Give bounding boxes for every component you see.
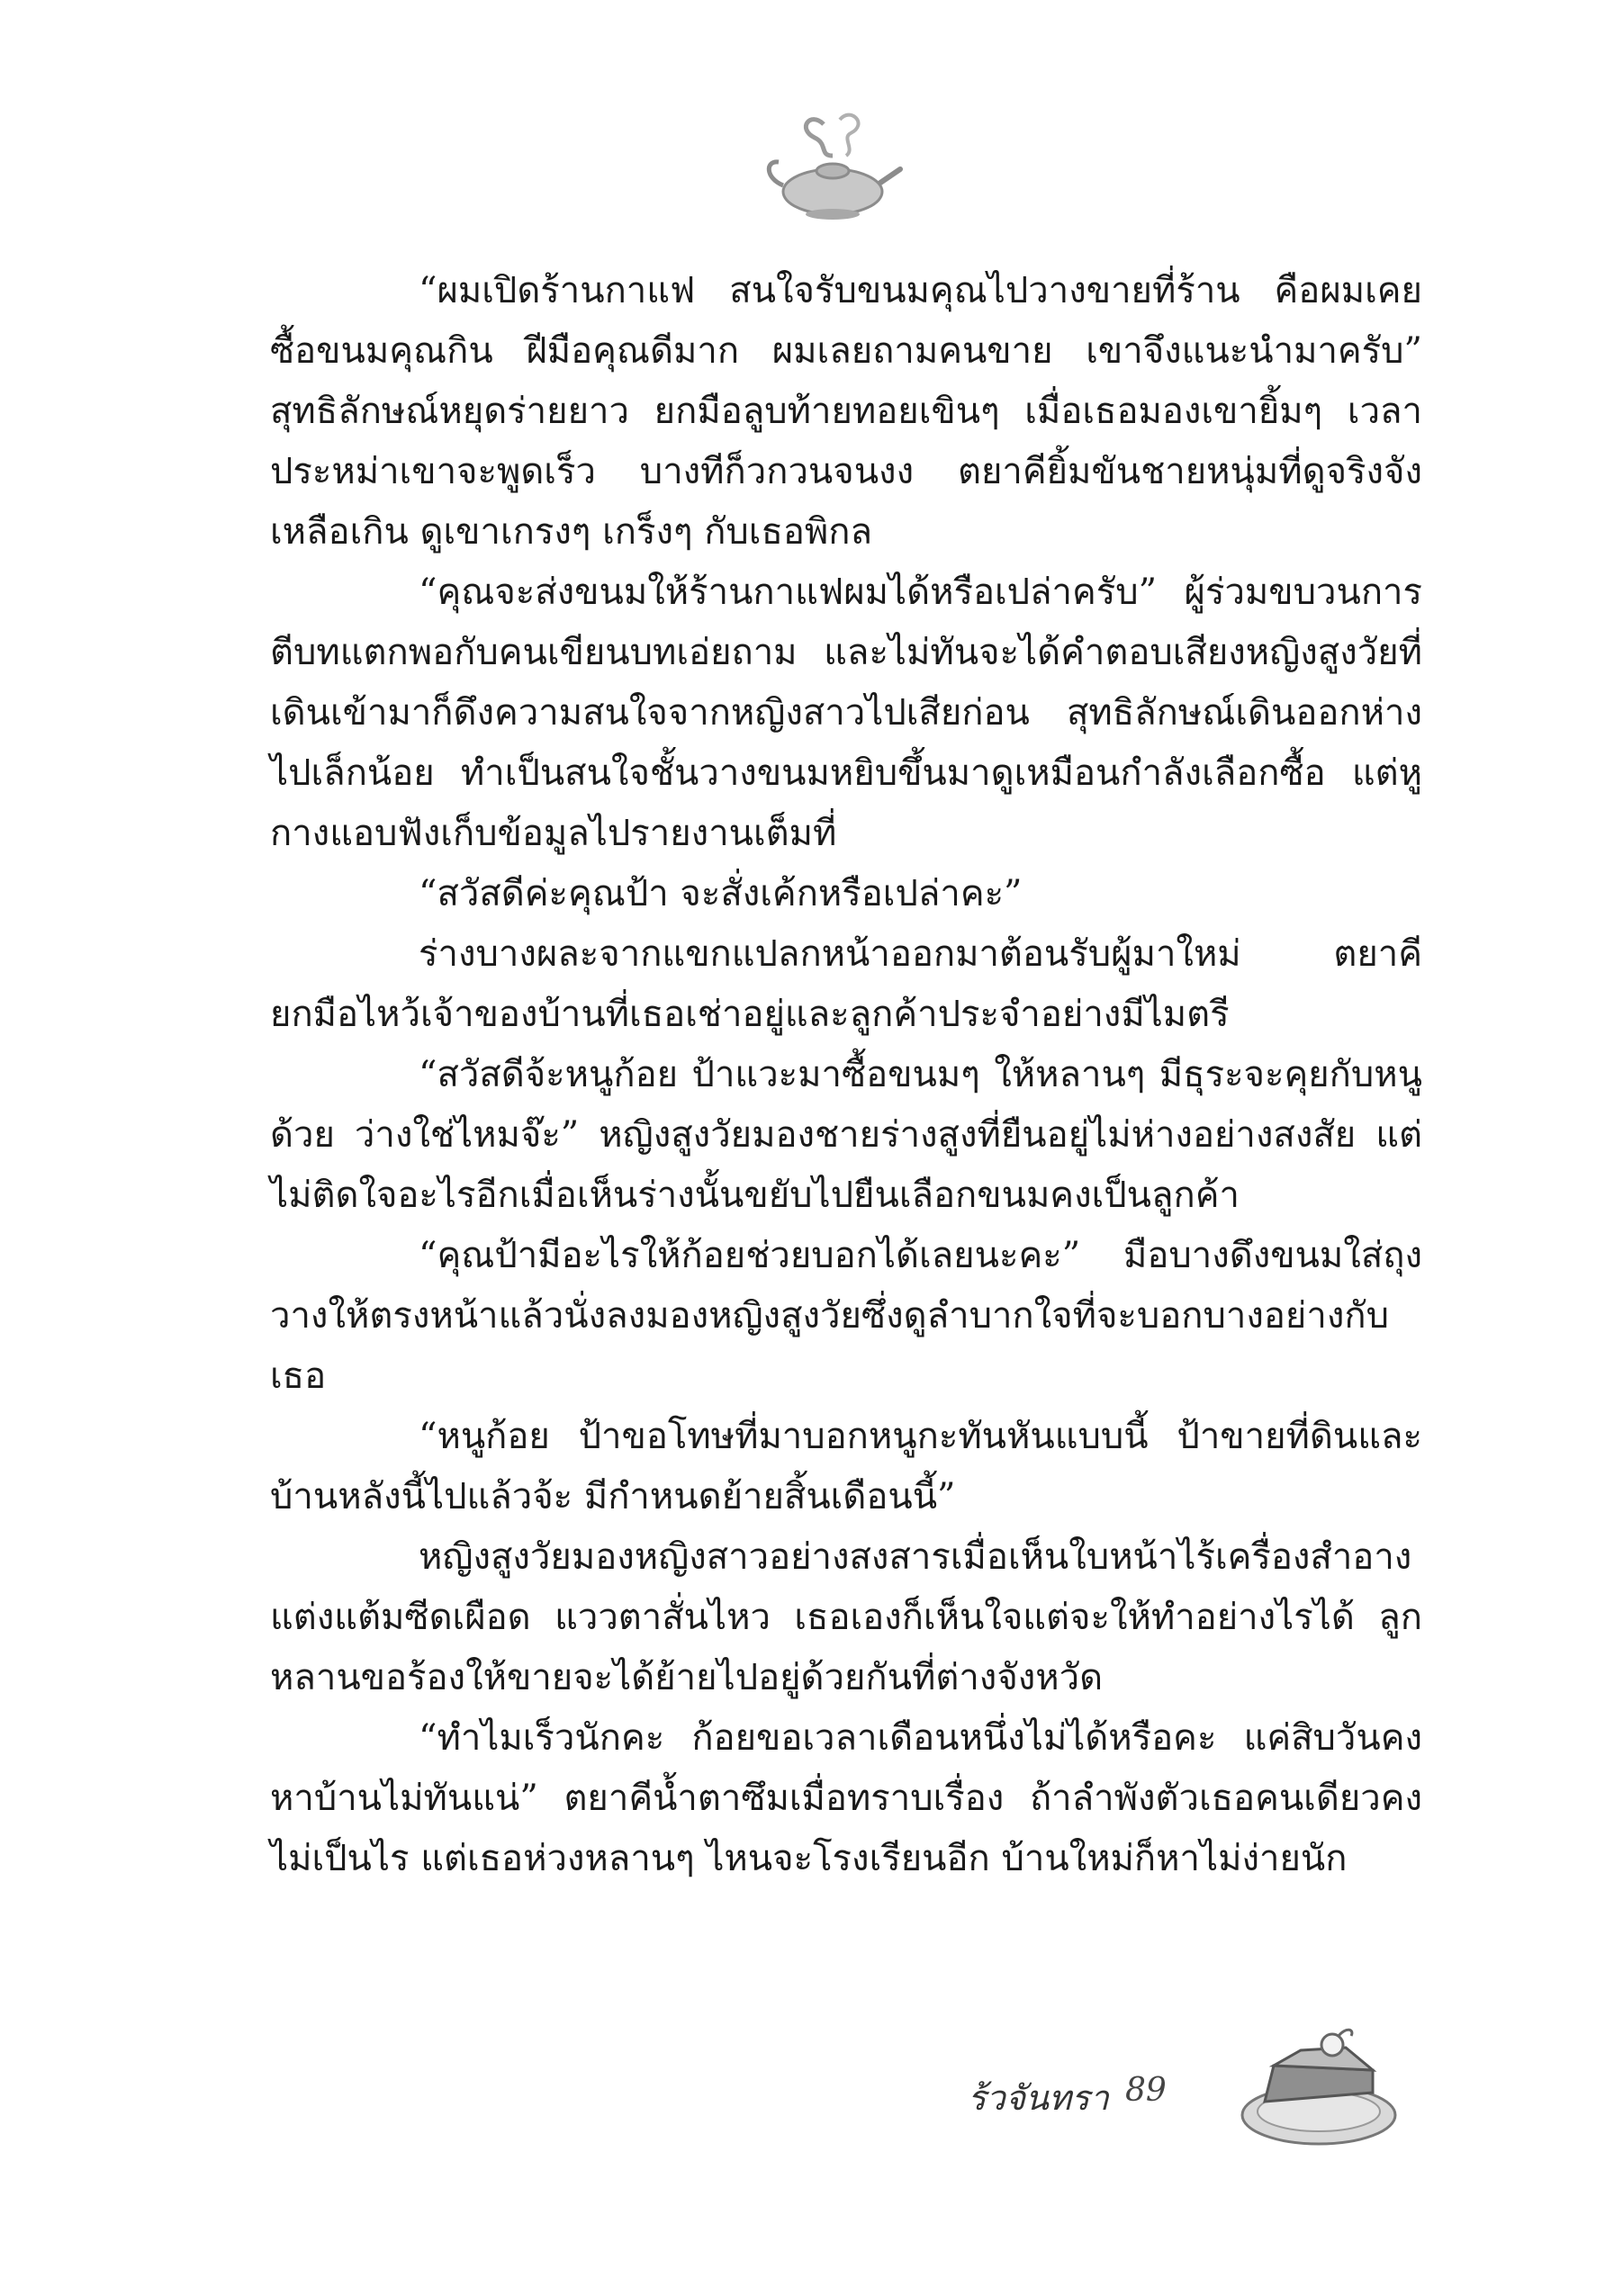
- paragraph: ร่างบางผละจากแขกแปลกหน้าออกมาต้อนรับผู้มาใหม่ ตยาคียกมือไหว้เจ้าของบ้านที่เธอเช่าอยู่และลูกค้าประจำอย่างมีไมตรี: [270, 933, 1422, 1035]
- page-number: 89: [1125, 2072, 1167, 2109]
- paragraph: “หนูก้อย ป้าขอโทษที่มาบอกหนูกะทันหันแบบนี้ ป้าขายที่ดินและบ้านหลังนี้ไปแล้วจ้ะ มีกำหนดย้ายสิ้นเดือนนี้”: [270, 1416, 1422, 1517]
- paragraph: “คุณป้ามีอะไรให้ก้อยช่วยบอกได้เลยนะคะ” มือบางดึงขนมใส่ถุงวางให้ตรงหน้าแล้วนั่งลงมองหญิงสูงวัยซึ่งดูลำบากใจที่จะบอกบางอย่างกับเธอ: [270, 1235, 1422, 1397]
- paragraph: “สวัสดีจ้ะหนูก้อย ป้าแวะมาซื้อขนมๆ ให้หลานๆ มีธุระจะคุยกับหนูด้วย ว่างใช่ไหมจ๊ะ” หญิงสูงวัยมองชายร่างสูงที่ยืนอยู่ไม่ห่างอย่างสงสัย แต่ไม่ติดใจอะไรอีกเมื่อเห็นร่างนั้นขยับไปยืนเลือกขนมคงเป็นลูกค้า: [270, 1054, 1422, 1216]
- teapot-ornament-icon: [761, 106, 905, 223]
- paragraph: “คุณจะส่งขนมให้ร้านกาแฟผมได้หรือเปล่าครับ” ผู้ร่วมขบวนการตีบทแตกพอกับคนเขียนบทเอ่ยถาม และไม่ทันจะได้คำตอบเสียงหญิงสูงวัยที่เดินเข้ามาก็ดึงความสนใจจากหญิงสาวไปเสียก่อน สุทธิลักษณ์เดินออกห่างไปเล็กน้อย ทำเป็นสนใจชั้นวางขนมหยิบขึ้นมาดูเหมือนกำลังเลือกซื้อ แต่หูกางแอบฟังเก็บข้อมูลไปรายงานเต็มที่: [270, 572, 1422, 854]
- paragraph: “สวัสดีค่ะคุณป้า จะสั่งเค้กหรือเปล่าคะ”: [419, 873, 1023, 914]
- author-name: ร้วจันทรา: [968, 2078, 1109, 2118]
- paragraph: “ทำไมเร็วนักคะ ก้อยขอเวลาเดือนหนึ่งไม่ได้หรือคะ แค่สิบวันคงหาบ้านไม่ทันแน่” ตยาคีน้ำตาซึมเมื่อทราบเรื่อง ถ้าลำพังตัวเธอคนเดียวคงไม่เป็นไร แต่เธอห่วงหลานๆ ไหนจะโรงเรียนอีก บ้านใหม่ก็หาไม่ง่ายนัก: [270, 1717, 1422, 1879]
- paragraph: “ผมเปิดร้านกาแฟ สนใจรับขนมคุณไปวางขายที่ร้าน คือผมเคยซื้อขนมคุณกิน ฝีมือคุณดีมาก ผมเลยถามคนขาย เขาจึงแนะนำมาครับ” สุทธิลักษณ์หยุดร่ายยาว ยกมือลูบท้ายทอยเขินๆ เมื่อเธอมองเขายิ้มๆ เวลาประหม่าเขาจะพูดเร็ว บางทีก็วกวนจนงง ตยาคียิ้มขันชายหนุ่มที่ดูจริงจังเหลือเกิน ดูเขาเกรงๆ เกร็งๆ กับเธอพิกล: [270, 270, 1422, 553]
- cake-slice-icon: [1238, 2016, 1400, 2151]
- paragraph: หญิงสูงวัยมองหญิงสาวอย่างสงสารเมื่อเห็นใบหน้าไร้เครื่องสำอางแต่งแต้มซีดเผือด แววตาสั่นไหว เธอเองก็เห็นใจแต่จะให้ทำอย่างไรได้ ลูกหลานขอร้องให้ขายจะได้ย้ายไปอยู่ด้วยกันที่ต่างจังหวัด: [270, 1536, 1422, 1698]
- page-footer: [968, 2016, 1418, 2151]
- body-text: [270, 261, 1422, 1889]
